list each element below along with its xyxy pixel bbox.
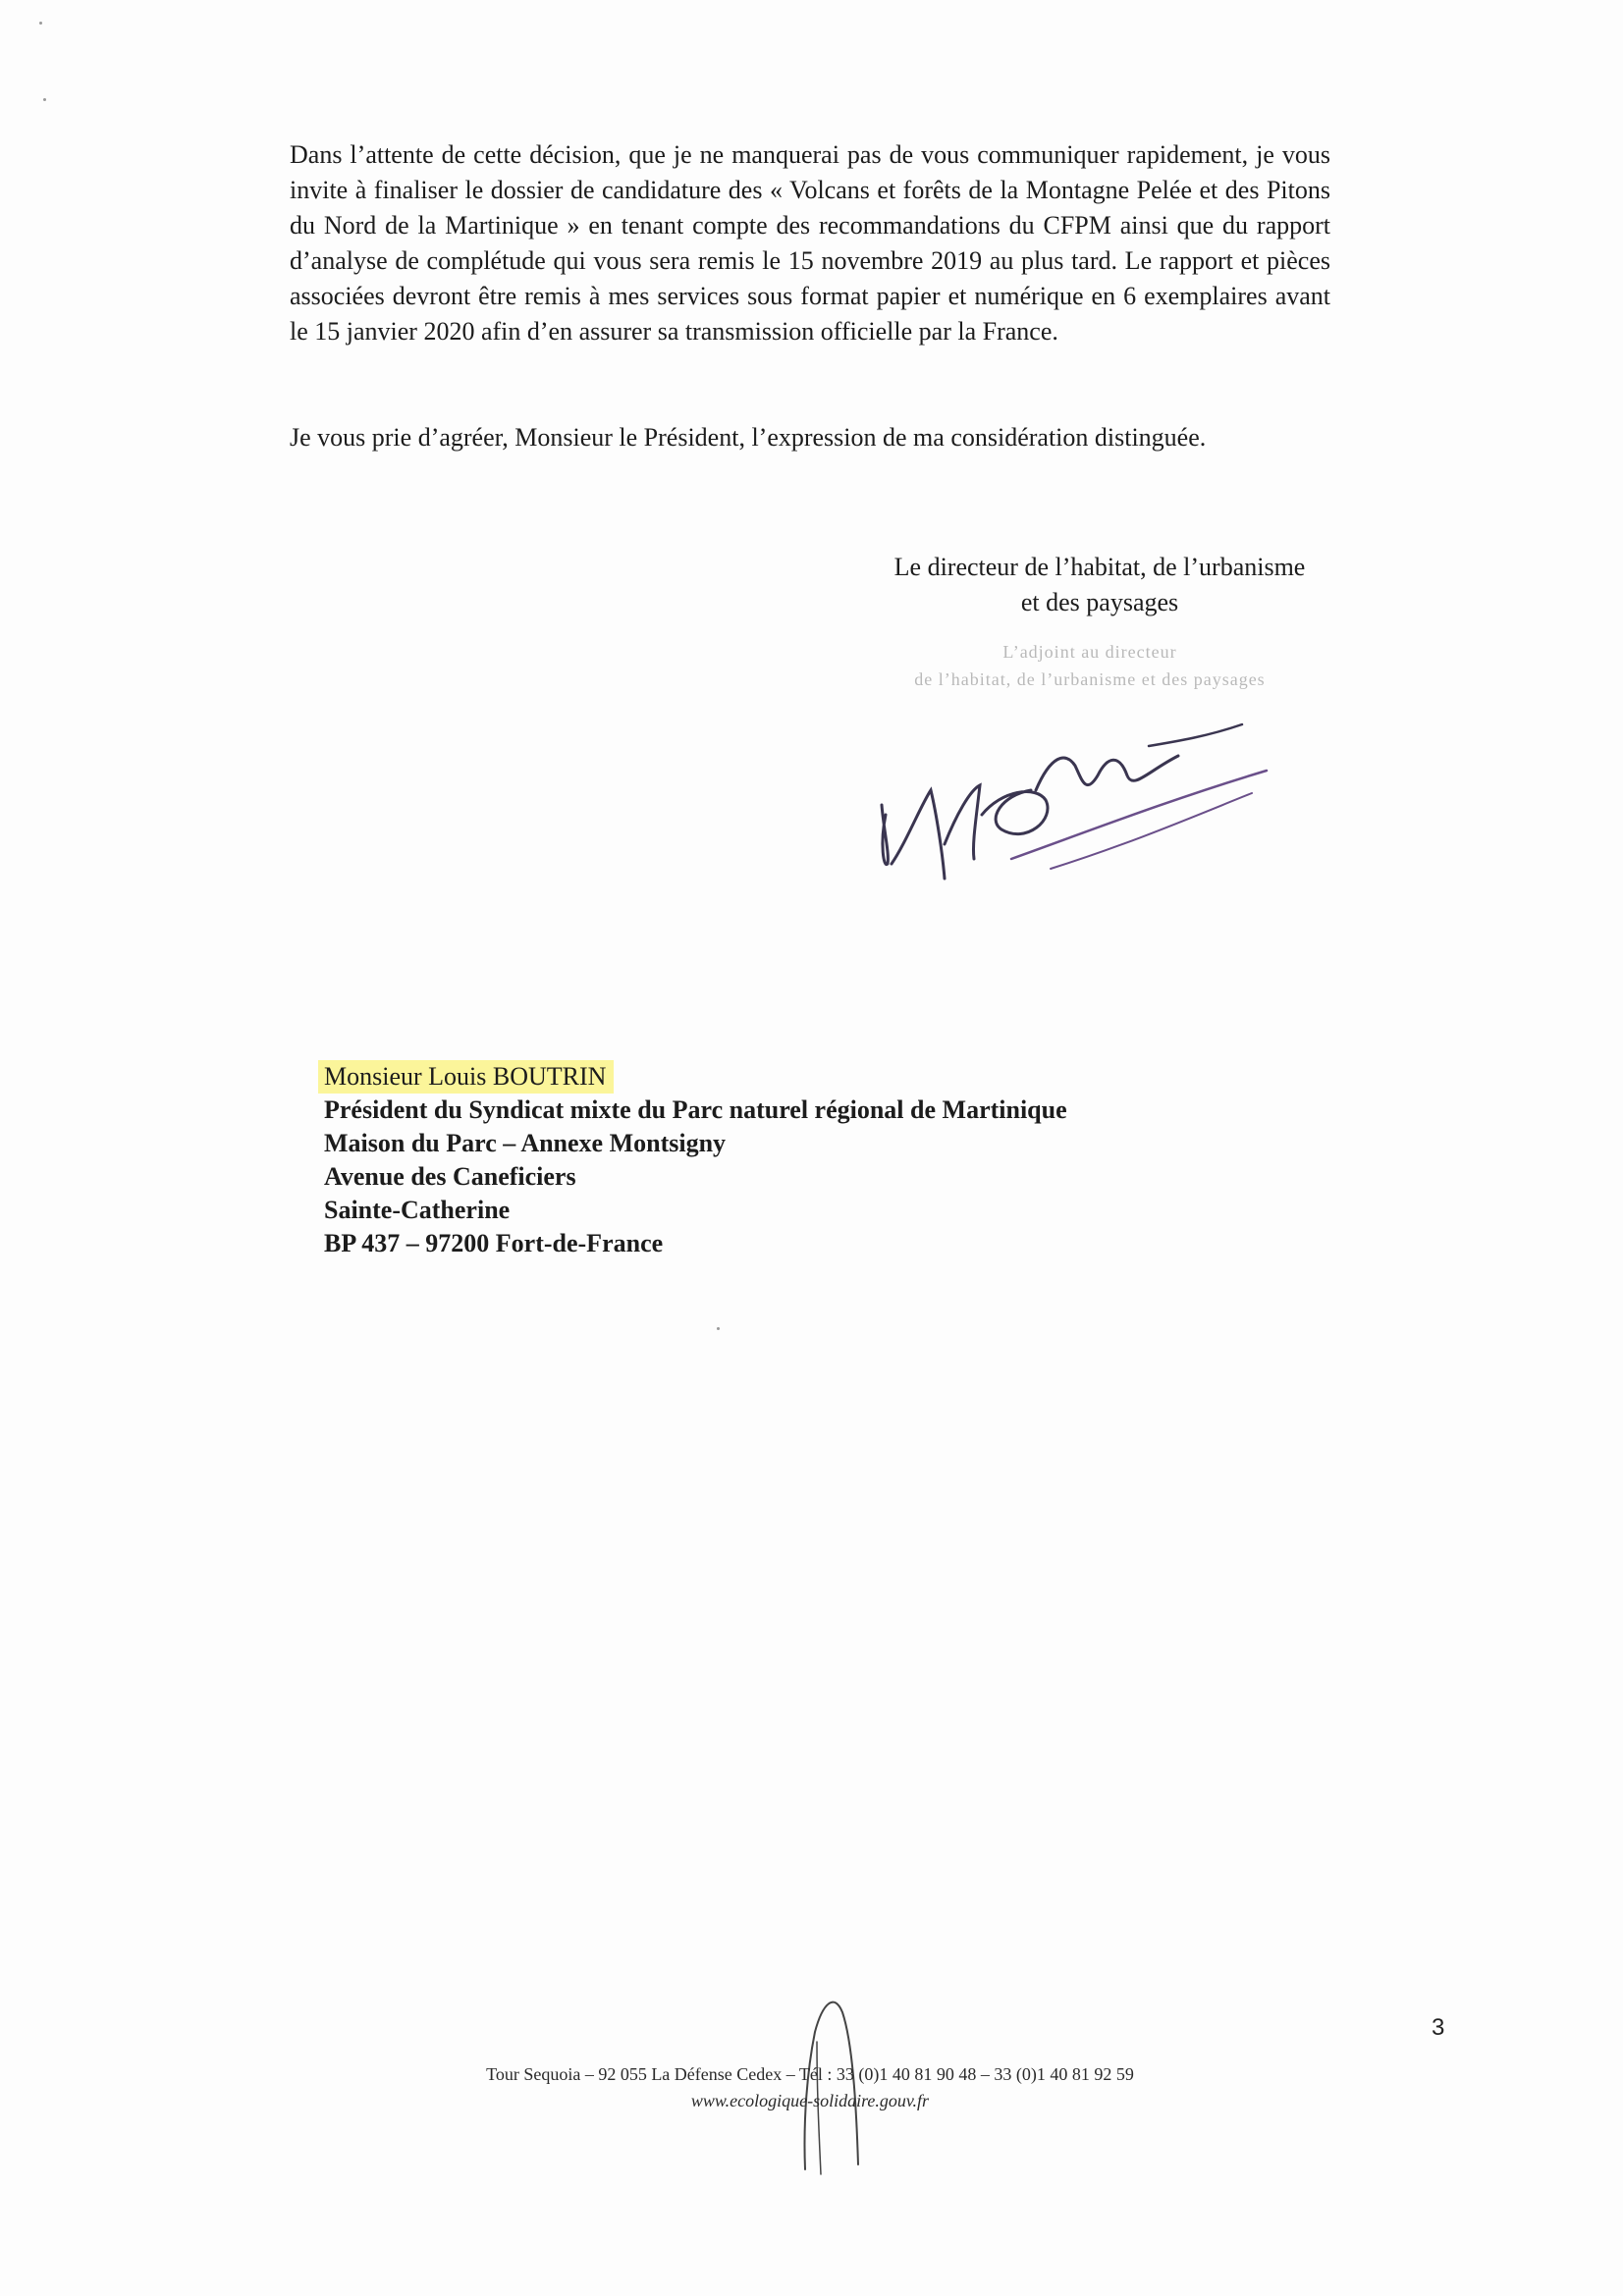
signatory-block	[854, 550, 1345, 620]
handwritten-signature	[854, 697, 1286, 903]
scan-speck	[39, 22, 42, 25]
scan-speck	[717, 1327, 720, 1330]
letter-closing-formula: Je vous prie d’agréer, Monsieur le Président, l’expression de ma considération distinguée.	[290, 423, 1207, 452]
recipient-address-block	[324, 1060, 1208, 1260]
signatory-title-line-2: et des paysages	[1020, 588, 1179, 616]
stamp-line-1: L’adjoint au directeur	[1002, 642, 1177, 662]
footer-block	[353, 2061, 1267, 2114]
recipient-address-line: BP 437 – 97200 Fort-de-France	[324, 1229, 664, 1257]
footer-website: www.ecologique-solidaire.gouv.fr	[690, 2091, 930, 2110]
faded-stamp	[864, 638, 1316, 693]
page-number: 3	[1432, 2014, 1445, 2041]
recipient-address-line: Avenue des Caneficiers	[324, 1162, 576, 1191]
signatory-title-line-1: Le directeur de l’habitat, de l’urbanisme	[893, 553, 1306, 581]
recipient-address-line: Sainte-Catherine	[324, 1196, 511, 1224]
recipient-address-line: Maison du Parc – Annexe Montsigny	[324, 1129, 727, 1157]
footer-address: Tour Sequoia – 92 055 La Défense Cedex – Tél : 33 (0)1 40 81 90 48 – 33 (0)1 40 81 92 59	[486, 2064, 1134, 2084]
stamp-line-2: de l’habitat, de l’urbanisme et des paysages	[914, 669, 1266, 689]
scan-speck	[43, 98, 46, 101]
recipient-title: Président du Syndicat mixte du Parc naturel régional de Martinique	[324, 1095, 1067, 1124]
recipient-name-highlighted: Monsieur Louis BOUTRIN	[318, 1060, 614, 1094]
letter-body-paragraph: Dans l’attente de cette décision, que je ne manquerai pas de vous communiquer rapidement, je vous invite à finaliser le dossier de candidature des « Volcans et forêts de la Montagne Pelée et des Pitons du Nord de la Martinique » en tenant compte des recommandations du CFPM ainsi que du rapport d’analyse de complétude qui vous sera remis le 15 novembre 2019 au plus tard. Le rapport et pièces associées devront être remis à mes services sous format papier et numérique en 6 exemplaires avant le 15 janvier 2020 afin d’en assurer sa transmission officielle par la France.	[290, 140, 1330, 346]
